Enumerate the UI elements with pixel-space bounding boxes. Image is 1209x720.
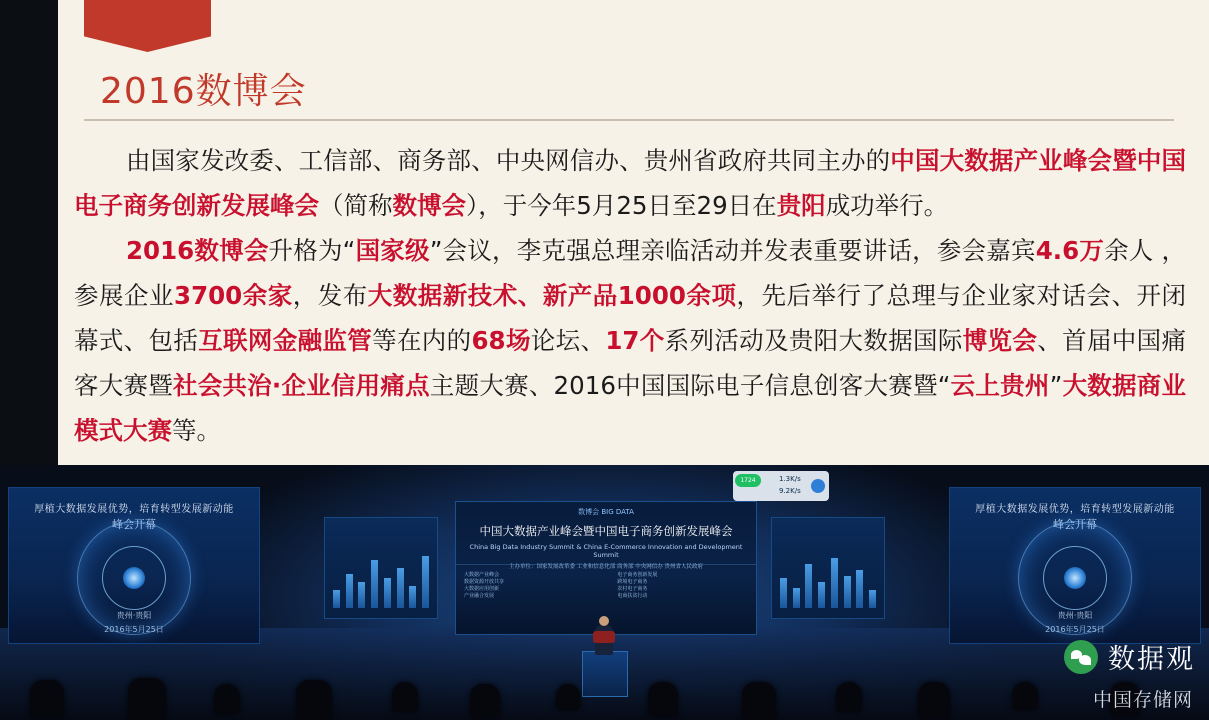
- watermark-subtext: 中国存储网: [1092, 689, 1193, 711]
- bubble-pill: 1724: [735, 474, 761, 487]
- highlight-text: 2016数博会: [126, 236, 269, 265]
- plain-text: 、首届中国痛客大赛暨: [74, 326, 1186, 400]
- led-panel-mid-right: [771, 517, 885, 619]
- left-dark-strip: [0, 0, 58, 465]
- leaf-logo-icon: [1064, 640, 1098, 674]
- highlight-text: 4.6万: [1035, 236, 1105, 265]
- summit-subtitle: China Big Data Industry Summit & China E-Commerce Innovation and Development Summit: [469, 543, 743, 559]
- plain-text: 成功举行。: [825, 191, 949, 220]
- main-stage-screen: [455, 501, 757, 635]
- led-left-line1: 厚植大数据发展优势，培育转型发展新动能: [34, 504, 234, 515]
- highlight-text: 互联网金融监管: [198, 326, 373, 355]
- summit-logo: 数博会 BIG DATA: [578, 508, 634, 516]
- plain-text: ），于今年5月25日至29日在: [466, 191, 777, 220]
- led-right-foot1: 贵州·贵阳: [1057, 611, 1093, 620]
- highlight-text: 社会共治·企业信用痛点: [172, 371, 430, 400]
- watermark: [1064, 637, 1195, 676]
- bar-graphic: [333, 550, 429, 608]
- paragraph-1: [74, 138, 1186, 228]
- plain-text: 由国家发改委、工信部、商务部、中央网信办、贵州省政府共同主办的: [126, 146, 891, 175]
- led-right-foot2: 2016年5月25日: [1045, 625, 1105, 634]
- bubble-dot-icon: [811, 479, 825, 493]
- plain-text: 等在内的: [372, 326, 472, 355]
- body-text: [74, 138, 1186, 453]
- summit-title: 中国大数据产业峰会暨中国电子商务创新发展峰会: [479, 524, 733, 538]
- plain-text: 主题大赛、2016中国国际电子信息创客大赛暨“: [429, 371, 951, 400]
- bar-graphic: [780, 550, 876, 608]
- led-panel-right: [949, 487, 1201, 644]
- led-panel-left: [8, 487, 260, 644]
- highlight-text: 大数据商业模式大赛: [74, 371, 1187, 445]
- screen-column-right: 电子商务创新发展 跨境电子商务 农村电子商务 电商扶贫行动: [617, 572, 658, 599]
- bubble-line1: 1.3K/s: [779, 475, 801, 483]
- plain-text: 系列活动及贵阳大数据国际: [664, 326, 963, 355]
- highlight-text: 大数据新技术、新产品1000余项: [367, 281, 737, 310]
- led-left-foot2: 2016年5月25日: [104, 625, 164, 634]
- led-left-line2: 峰会开幕: [112, 518, 156, 531]
- conference-photo: [0, 465, 1209, 720]
- plain-text: ”: [1049, 371, 1063, 400]
- highlight-text: 17个: [605, 326, 665, 355]
- plain-text: ，先后举行了总理与企业家对话会、开闭幕式、包括: [74, 281, 1187, 355]
- plain-text: 升格为“: [268, 236, 356, 265]
- screen-columns: [464, 572, 748, 600]
- highlight-text: 博览会: [962, 326, 1038, 355]
- highlight-text: 国家级: [355, 236, 430, 265]
- highlight-text: 3700余家: [174, 281, 293, 310]
- paragraph-2: [74, 228, 1186, 453]
- plain-text: （简称: [319, 191, 393, 220]
- highlight-text: 云上贵州: [950, 371, 1050, 400]
- audience: [0, 634, 1209, 720]
- highlight-text: 贵阳: [776, 191, 826, 220]
- page-title: 2016数博会: [100, 71, 307, 112]
- highlight-text: 中国大数据产业峰会暨中国电子商务创新发展峰会: [74, 146, 1186, 220]
- screen-divider: [456, 564, 756, 565]
- led-left-foot1: 贵州·贵阳: [116, 611, 152, 620]
- screen-column-left: 大数据产业峰会 数据资源开放共享 大数据应用创新 产业融合发展: [464, 572, 505, 599]
- led-right-line2: 峰会开幕: [1053, 518, 1097, 531]
- plain-text: ”会议，李克强总理亲临活动并发表重要讲话，参会嘉宾: [429, 236, 1036, 265]
- data-bubble-overlay: [733, 471, 829, 501]
- highlight-text: 数博会: [392, 191, 466, 220]
- plain-text: 余人 ，参展企业: [74, 236, 1186, 310]
- led-right-line1: 厚植大数据发展优势，培育转型发展新动能: [975, 504, 1175, 515]
- led-panel-mid-left: [324, 517, 438, 619]
- plain-text: 等。: [172, 416, 221, 445]
- highlight-text: 68场: [471, 326, 531, 355]
- plain-text: ，发布: [292, 281, 368, 310]
- watermark-text: 数据观: [1108, 644, 1195, 675]
- summit-organizers: 主办单位：国家发展改革委 工业和信息化部 商务部 中央网信办 贵州省人民政府: [509, 564, 703, 570]
- plain-text: 论坛、: [530, 326, 606, 355]
- bubble-line2: 9.2K/s: [779, 487, 801, 495]
- title-divider: [84, 119, 1174, 121]
